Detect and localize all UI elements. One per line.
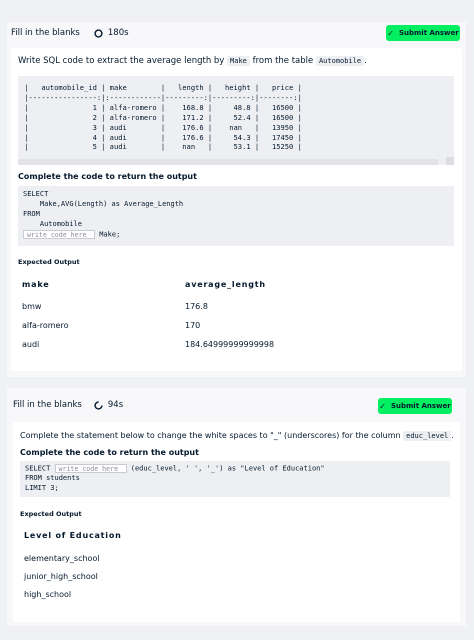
code-line: FROM	[23, 209, 40, 218]
column-header-make: make	[22, 280, 50, 289]
table-row-cell: 176.8	[185, 302, 208, 311]
submit-answer-button[interactable]	[386, 25, 460, 41]
expected-output-title: Expected Output	[18, 258, 80, 266]
code-line: Automobile	[23, 219, 83, 228]
table-row-cell: audi	[22, 340, 40, 349]
table-row-cell: high_school	[24, 590, 72, 599]
table-row-cell: alfa-romero	[22, 321, 69, 330]
submit-answer-label: Submit Answer	[398, 29, 459, 37]
exercise-panel-1	[7, 22, 466, 377]
code-chip-column: educ_level	[403, 431, 451, 441]
section-title: Complete the code to return the output	[20, 448, 199, 457]
exercise-title: Fill in the blanks	[11, 28, 80, 38]
code-line: (educ_level, ' ', '_') as "Level of Education"	[126, 464, 325, 473]
prompt-text: Complete the statement below to change the white spaces to "_" (underscores) for the column	[20, 431, 404, 440]
exercise-panel-2	[7, 388, 466, 626]
timer-icon	[94, 401, 103, 410]
prompt-text: Write SQL code to extract the average length by	[18, 56, 228, 66]
exercise-prompt	[20, 431, 454, 440]
panel-header	[7, 22, 466, 44]
prompt-text: .	[451, 431, 454, 440]
expected-output-title: Expected Output	[20, 510, 82, 518]
submit-answer-button[interactable]	[378, 398, 452, 414]
exercise-card	[13, 422, 460, 622]
timer	[94, 400, 123, 410]
prompt-text: from the table	[249, 56, 316, 66]
timer	[94, 28, 129, 38]
data-table-preview	[18, 76, 454, 165]
scrollbar-corner	[446, 157, 454, 165]
table-row-cell: 170	[185, 321, 201, 330]
code-line: FROM students	[25, 474, 80, 483]
code-line: SELECT	[23, 190, 49, 198]
code-block	[23, 190, 183, 240]
table-row-cell: 184.64999999999998	[185, 340, 275, 349]
section-title: Complete the code to return the output	[18, 172, 197, 181]
submit-answer-label: Submit Answer	[390, 402, 451, 410]
check-icon: ✓	[387, 28, 394, 38]
column-header-level-of-education: Level of Education	[24, 531, 122, 540]
exercise-title: Fill in the blanks	[13, 400, 82, 410]
code-line: SELECT	[25, 464, 55, 473]
exercise-card	[11, 48, 462, 371]
code-chip-table: Automobile	[316, 56, 364, 66]
check-icon: ✓	[379, 401, 386, 411]
horizontal-scrollbar[interactable]	[18, 159, 438, 165]
table-row-cell: elementary_school	[24, 554, 100, 563]
timer-value: 94s	[107, 400, 124, 410]
code-chip-make: Make	[227, 56, 250, 66]
prompt-text: .	[364, 56, 367, 66]
code-line: Make;	[95, 230, 121, 239]
table-row-cell: bmw	[22, 302, 42, 311]
column-header-average-length: average_length	[185, 280, 266, 289]
panel-header	[7, 388, 466, 422]
code-editor	[20, 461, 450, 497]
code-blank-input[interactable]: write code here	[23, 230, 95, 239]
timer-icon	[94, 29, 103, 38]
code-line: Make,AVG(Length) as Average_Length	[23, 199, 184, 208]
code-editor	[18, 186, 454, 246]
table-row-cell: junior_high_school	[24, 572, 98, 581]
table-text: | automobile_id | make | length | height | price | |----------------:|:------------|---------:|---------:|--------:| | 1 | alfa-romero | 168.8 | 48.8 | 16500 | | 2 | alfa-romero | 171.2 | 52.4 | 16500 | | 3 | audi | 176.6 | nan | 13950 | | 4 | audi | 176.6 | 54.3 | 17450 | | 5 | audi | nan | 53.1 | 15250 |	[24, 83, 302, 152]
exercise-prompt	[18, 56, 367, 66]
code-line: LIMIT 3;	[25, 484, 59, 493]
code-blank-input[interactable]: write code here	[55, 464, 127, 473]
timer-value: 180s	[107, 28, 129, 38]
code-block	[25, 464, 325, 494]
